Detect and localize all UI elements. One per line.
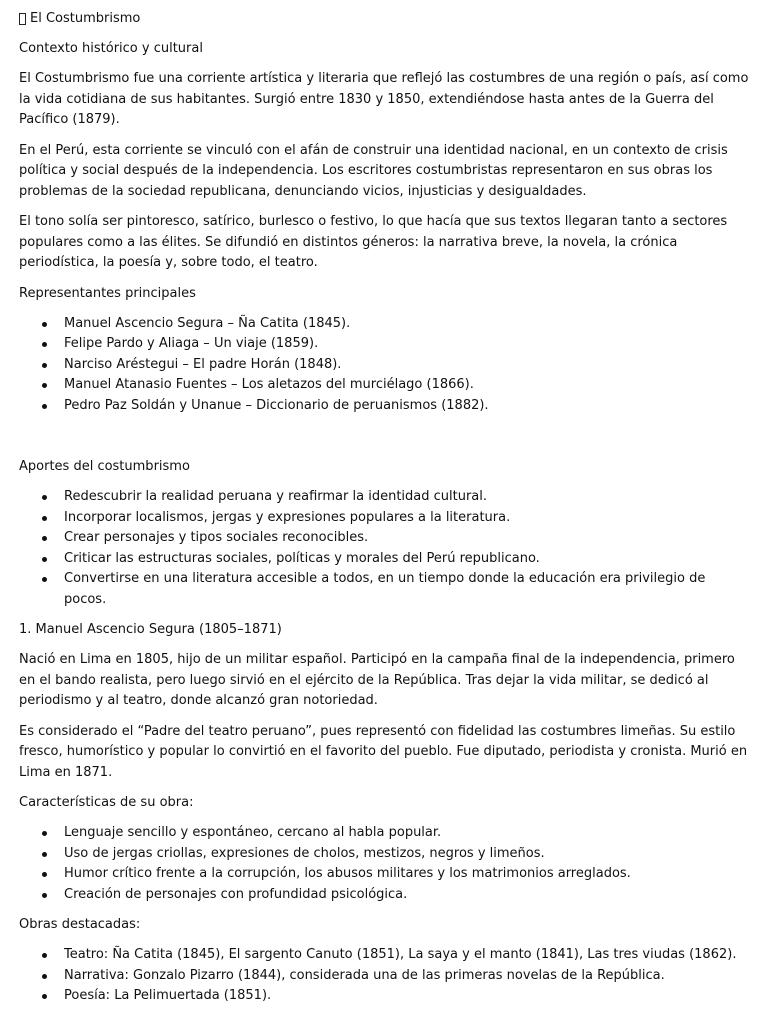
list-item: Poesía: La Pelimuertada (1851).	[64, 986, 749, 1007]
list-item: Manuel Ascencio Segura – Ña Catita (1845).	[64, 314, 749, 335]
list-item: Narrativa: Gonzalo Pizarro (1844), considerada una de las primeras novelas de la República.	[64, 966, 749, 987]
section-heading-segura: 1. Manuel Ascencio Segura (1805–1871)	[19, 622, 282, 637]
list-item: Redescubrir la realidad peruana y reafirmar la identidad cultural.	[64, 487, 749, 508]
section-heading-aportes: Aportes del costumbrismo	[19, 459, 190, 474]
list-item: Crear personajes y tipos sociales reconocibles.	[64, 528, 749, 549]
list-item: Teatro: Ña Catita (1845), El sargento Canuto (1851), La saya y el manto (1841), Las tres viudas (1862).	[64, 945, 749, 966]
list-item: Criticar las estructuras sociales, políticas y morales del Perú republicano.	[64, 549, 749, 570]
characteristics-list	[19, 823, 749, 905]
list-item: Manuel Atanasio Fuentes – Los aletazos del murciélago (1866).	[64, 375, 749, 396]
list-item: Creación de personajes con profundidad psicológica.	[64, 885, 749, 906]
missing-glyph-icon	[19, 13, 26, 25]
list-item: Uso de jergas criollas, expresiones de cholos, mestizos, negros y limeños.	[64, 844, 749, 865]
list-item: Humor crítico frente a la corrupción, los abusos militares y los matrimonios arreglados.	[64, 864, 749, 885]
representatives-list	[19, 314, 749, 417]
paragraph: El tono solía ser pintoresco, satírico, burlesco o festivo, lo que hacía que sus textos llegaran tanto a sectores populares como a las élites. Se difundió en distintos géneros: la narrativa breve, la novela, la crónica periodística, la poesía y, sobre todo, el teatro.	[19, 214, 728, 270]
list-item: Incorporar localismos, jergas y expresiones populares a la literatura.	[64, 508, 749, 529]
paragraph: En el Perú, esta corriente se vinculó con el afán de construir una identidad nacional, en un contexto de crisis política y social después de la independencia. Los escritores costumbristas representaron en sus obras los problemas de la sociedad republicana, denunciando vicios, injusticias y desigualdades.	[19, 142, 728, 199]
list-item: Lenguaje sencillo y espontáneo, cercano al habla popular.	[64, 823, 749, 844]
blank-line	[19, 426, 749, 457]
section-heading-representantes: Representantes principales	[19, 285, 196, 301]
document-title-text: El Costumbrismo	[30, 11, 141, 26]
document-title	[19, 9, 749, 29]
section-heading-caracteristicas: Características de su obra:	[19, 795, 194, 810]
list-item: Felipe Pardo y Aliaga – Un viaje (1859).	[64, 334, 749, 355]
list-item: Pedro Paz Soldán y Unanue – Diccionario de peruanismos (1882).	[64, 396, 749, 417]
list-item: Convertirse en una literatura accesible a todos, en un tiempo donde la educación era privilegio de pocos.	[64, 569, 749, 610]
works-list	[19, 945, 749, 1007]
section-heading-obras: Obras destacadas:	[19, 917, 141, 932]
list-item: Narciso Aréstegui – El padre Horán (1848).	[64, 355, 749, 376]
section-heading-contexto: Contexto histórico y cultural	[19, 41, 203, 56]
paragraph: Nació en Lima en 1805, hijo de un militar español. Participó en la campaña final de la independencia, primero en el bando realista, pero luego sirvió en el ejército de la República. Tras dejar la vida militar, se dedicó al periodismo y al teatro, donde alcanzó gran notoriedad.	[19, 652, 735, 708]
paragraph: El Costumbrismo fue una corriente artística y literaria que reflejó las costumbres de una región o país, así como la vida cotidiana de sus habitantes. Surgió entre 1830 y 1850, extendiéndose hasta antes de la Guerra del Pacífico (1879).	[19, 71, 749, 127]
contributions-list	[19, 487, 749, 610]
paragraph: Es considerado el “Padre del teatro peruano”, pues representó con fidelidad las costumbres limeñas. Su estilo fresco, humorístico y popular lo convirtió en el favorito del pueblo. Fue diputado, periodista y cronista. Murió en Lima en 1871.	[19, 723, 748, 780]
